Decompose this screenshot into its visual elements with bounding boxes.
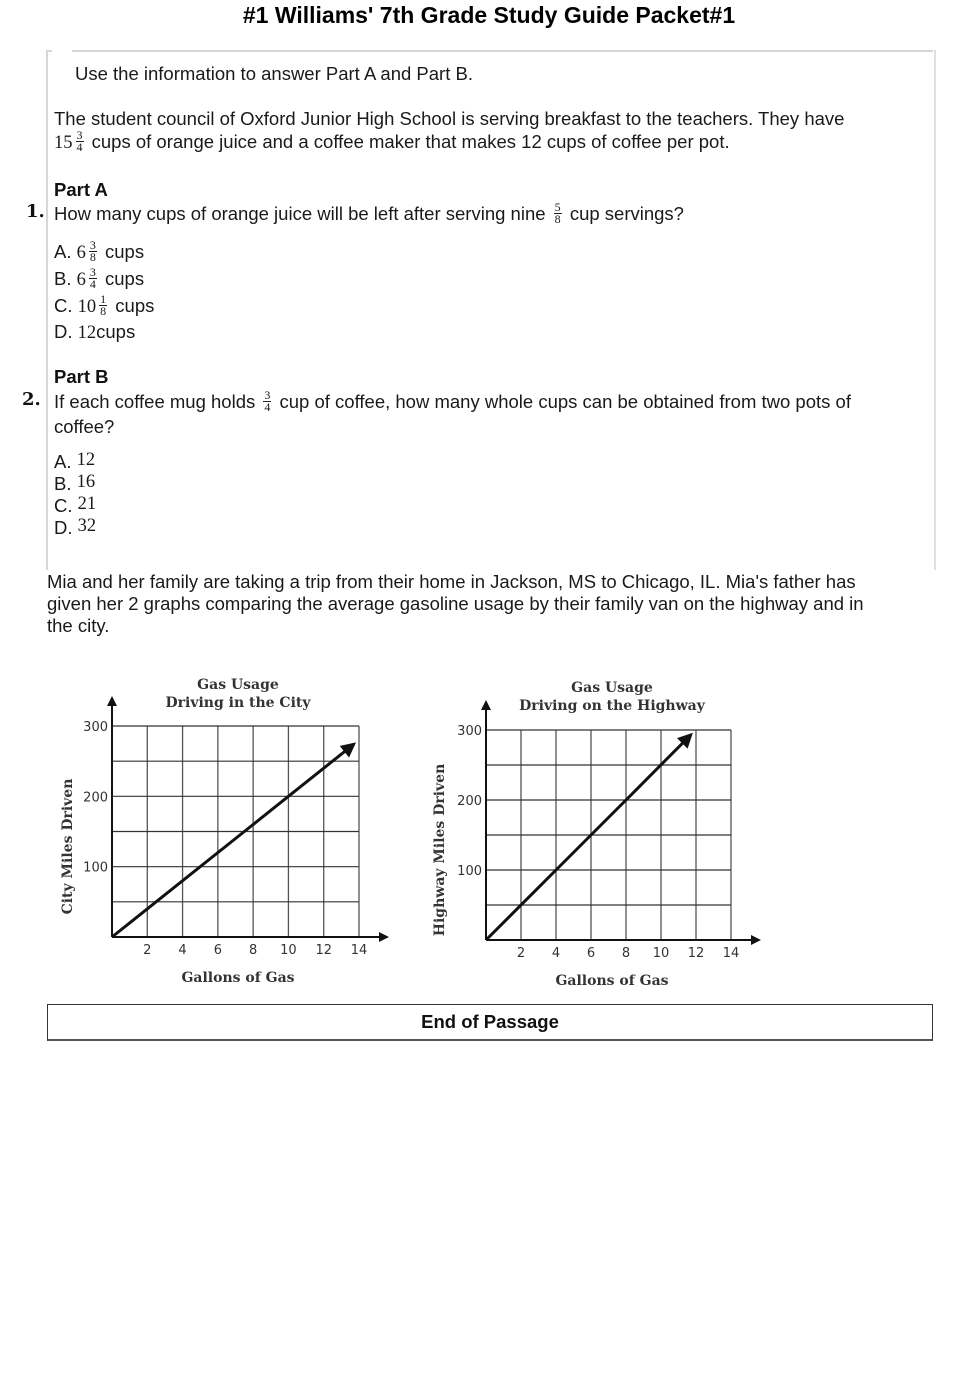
answer-option-c[interactable]: C. 10 $\frac{1}{8}$ cups <box>54 291 155 318</box>
end-of-passage-banner: End of Passage <box>47 1004 933 1041</box>
answer-option-c[interactable]: C. 21 <box>54 494 97 516</box>
x-tick-label: 12 <box>687 946 705 961</box>
part-b-heading: Part B <box>54 366 109 387</box>
x-axis-label: Gallons of Gas <box>181 970 295 986</box>
x-tick-label: 14 <box>722 946 740 961</box>
chart-title: Gas Usage <box>571 680 653 696</box>
question-2-stem: If each coffee mug holds $\frac{3}{4}$ cup of coffee, how many whole cups can be obtained from two pots of <box>54 387 851 414</box>
part-a-heading: Part A <box>54 179 108 200</box>
y-tick-label: 300 <box>457 724 482 739</box>
answer-option-a[interactable]: A. 6 $\frac{3}{8}$ cups <box>54 237 145 264</box>
trip-passage-line2: given her 2 graphs comparing the average gasoline usage by their family van on the highway and in <box>47 593 864 614</box>
y-axis-label: City Miles Driven <box>60 778 76 915</box>
x-tick-label: 4 <box>178 943 187 958</box>
y-tick-label: 100 <box>83 860 108 876</box>
passage-context-rest: cups of orange juice and a coffee maker that makes 12 cups of coffee per pot. <box>91 131 730 152</box>
chart-title: Gas Usage <box>197 677 279 693</box>
answer-option-a[interactable]: A. 12 <box>54 450 96 472</box>
y-axis-label: Highway Miles Driven <box>432 763 448 937</box>
x-tick-label: 2 <box>143 943 152 958</box>
page-title: #1 Williams' 7th Grade Study Guide Packet#1 <box>242 2 736 28</box>
trip-passage-line3: the city. <box>47 615 110 636</box>
x-tick-label: 10 <box>280 943 297 958</box>
x-axis-label: Gallons of Gas <box>555 973 669 989</box>
answer-option-d[interactable]: D. 12cups <box>54 321 136 343</box>
trip-passage-line1: Mia and her family are taking a trip from their home in Jackson, MS to Chicago, IL. Mia's father has <box>47 571 856 592</box>
fraction: $\frac{3}{4}$ <box>89 264 96 291</box>
fraction: $\frac{3}{4}$ <box>264 387 271 414</box>
x-tick-label: 14 <box>350 943 368 958</box>
passage-intro: Use the information to answer Part A and Part B. <box>75 63 473 84</box>
passage-context-line1: The student council of Oxford Junior High School is serving breakfast to the teachers. They have <box>54 108 845 129</box>
x-tick-label: 10 <box>652 946 670 961</box>
x-tick-label: 8 <box>249 943 258 958</box>
fraction: $\frac{3}{4}$ <box>76 127 83 154</box>
x-tick-label: 2 <box>516 946 526 961</box>
x-tick-label: 8 <box>621 946 631 961</box>
question-2-stem-line2: coffee? <box>54 416 115 437</box>
answer-option-b[interactable]: B. 6 $\frac{3}{4}$ cups <box>54 264 145 291</box>
question-number: 1. <box>26 201 45 222</box>
y-tick-label: 300 <box>83 720 108 735</box>
y-tick-label: 100 <box>457 864 482 879</box>
answer-option-d[interactable]: D. 32 <box>54 516 97 538</box>
fraction: $\frac{5}{8}$ <box>554 199 561 226</box>
x-tick-label: 4 <box>551 946 561 961</box>
x-tick-label: 6 <box>586 946 596 961</box>
chart-subtitle: Driving in the City <box>165 695 311 711</box>
y-tick-label: 200 <box>457 794 482 809</box>
fraction: $\frac{1}{8}$ <box>100 291 107 318</box>
question-number: 2. <box>22 389 41 410</box>
highway-series-line <box>486 735 691 940</box>
answer-option-b[interactable]: B. 16 <box>54 472 96 494</box>
question-1-stem: How many cups of orange juice will be left after serving nine $\frac{5}{8}$ cup servings? <box>54 199 684 226</box>
x-tick-label: 6 <box>213 943 222 958</box>
x-tick-label: 12 <box>315 943 332 958</box>
chart-subtitle: Driving on the Highway <box>519 698 705 714</box>
mixed-number-whole: 15 <box>54 133 73 153</box>
fraction: $\frac{3}{8}$ <box>89 237 96 264</box>
y-tick-label: 200 <box>83 790 108 806</box>
